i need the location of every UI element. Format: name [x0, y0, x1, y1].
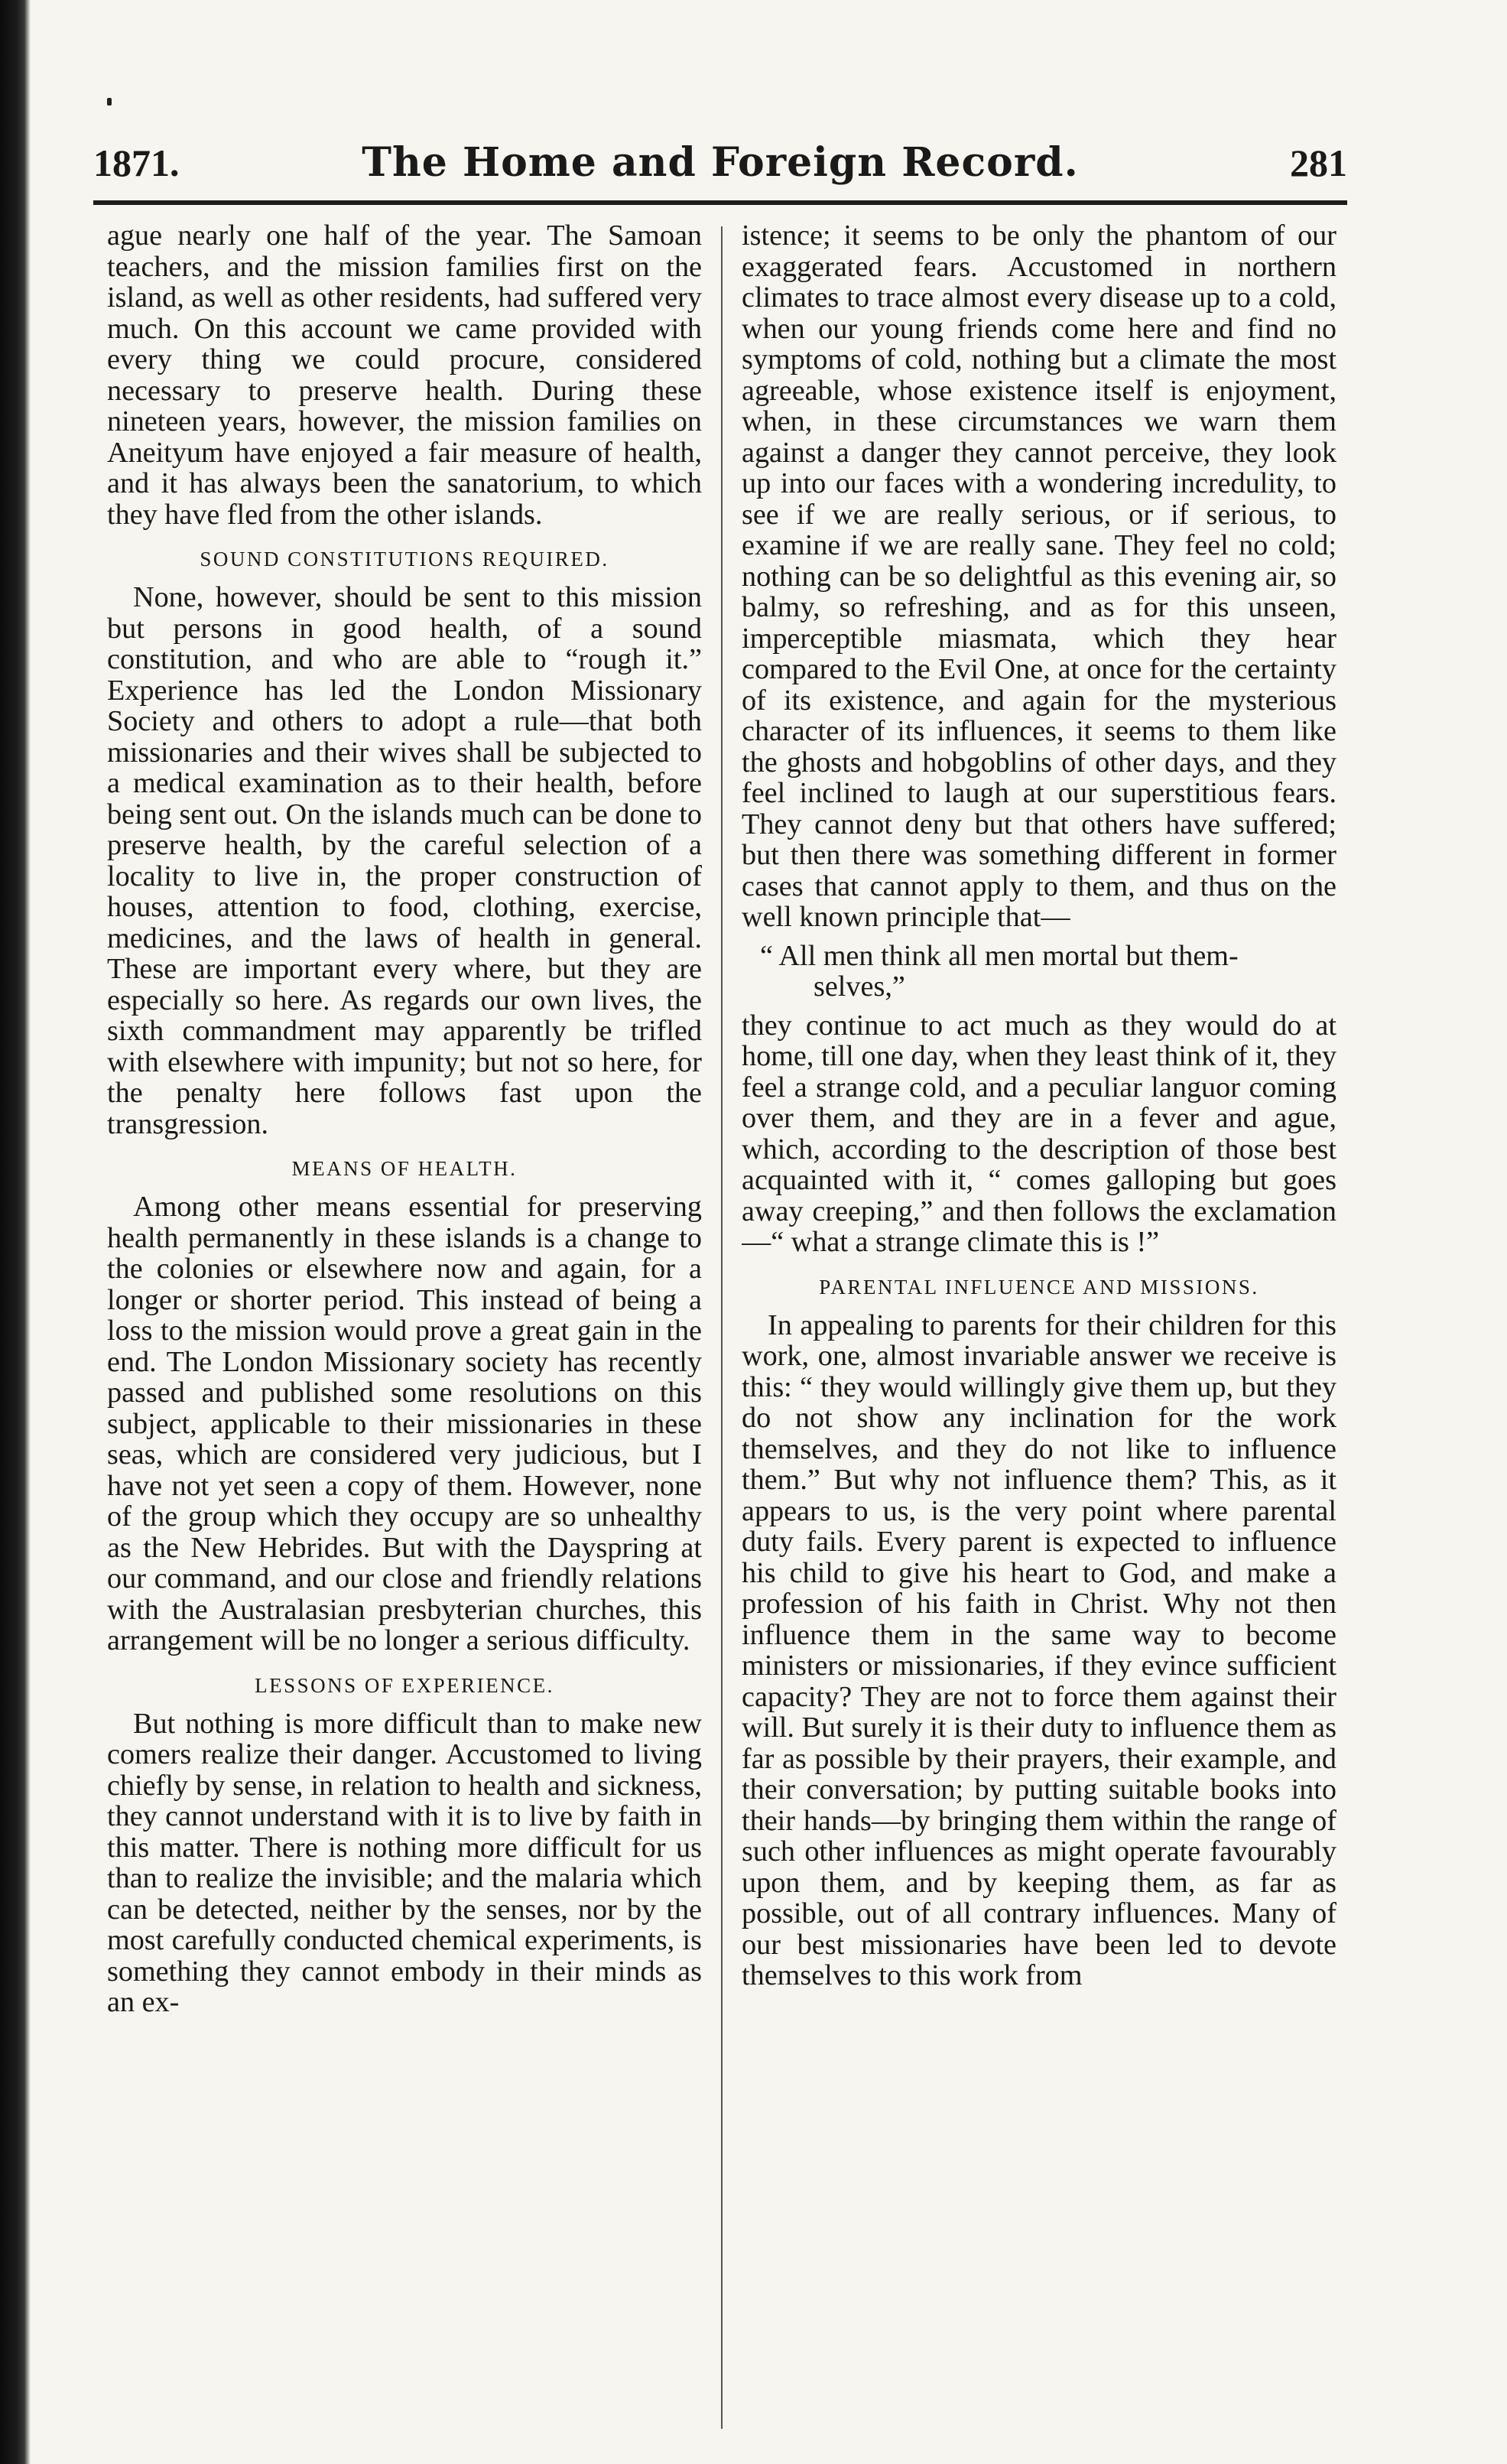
left-column [107, 220, 702, 2438]
paragraph: None, however, should be sent to this mission but persons in good health, of a sound constitution, and who are able to “rough it.” Experience has led the London Missionary Society and others to adopt a rule—that both missionaries and their wives shall be subjected to a medical examination as to their health, before being sent out. On the islands much can be done to preserve health, by the careful selection of a locality to live in, the proper construction of houses, attention to food, clothing, exercise, medicines, and the laws of health in general. These are important every where, but they are especially so here. As regards our own lives, the sixth commandment may apparently be trifled with elsewhere with impunity; but not so here, for the penalty here follows fast upon the transgression. [107, 581, 702, 1140]
quotation-line: selves,” [814, 970, 905, 1003]
paragraph: In appealing to parents for their children for this work, one, almost invariable answer we receive is this: “ they would willingly give them up, but they do not show any inclination for the work themselves, and they do not like to influence them.” But why not influence them? This, as it appears to us, is the very point where parental duty fails. Every parent is expected to influence his child to give his heart to God, and make a profession of his faith in Christ. Why not then influence them in the same way to become ministers or missionaries, if they evince sufficient capacity? They are not to force them against their will. But surely it is their duty to influence them as far as possible by their prayers, their example, and their conversation; by putting suitable books into their hands—by bringing them within the range of such other influences as might operate favourably upon them, and by keeping them, as far as possible, out of all contrary influences. Many of our best missionaries have been led to devote themselves to this work from [742, 1308, 1336, 1991]
header-title: The Home and Foreign Record. [362, 139, 1079, 186]
paragraph: ague nearly one half of the year. The Samoan teachers, and the mission families first on the island, as well as other residents, had suffered very much. On this account we came provided with every thing we could procure, considered necessary to preserve health. During these nineteen years, however, the mission families on Aneityum have enjoyed a fair measure of health, and it has always been the sanatorium, to which they have fled from the other islands. [107, 220, 702, 531]
header-page-number: 281 [1290, 141, 1347, 184]
paragraph: Among other means essential for preserving health permanently in these islands is a change to the colonies or elsewhere now and again, for a longer or shorter period. This instead of being a loss to the mission would prove a great gain in the end. The London Missionary society has recently passed and published some resolutions on this subject, applicable to their missionaries in these seas, which are considered very judicious, but I have not yet seen a copy of them. However, none of the group which they occupy are so unhealthy as the New Hebrides. But with the Dayspring at our command, and our close and friendly relations with the Australasian presbyterian churches, this arrangement will be no longer a serious difficulty. [107, 1191, 702, 1656]
quotation-line: “ All men think all men mortal but them- [760, 939, 1239, 972]
paragraph: they continue to act much as they would do at home, till one day, when they least think of it, they feel a strange cold, and a peculiar languor coming over them, and they are in a fever and ague, which, according to the description of those best acquainted with it, “ comes galloping but goes away creeping,” and then follows the exclamation—“ what a strange climate this is !” [742, 1009, 1336, 1258]
running-header [93, 128, 1347, 197]
section-heading: MEANS OF HEALTH. [291, 1157, 518, 1180]
section-heading: LESSONS OF EXPERIENCE. [255, 1673, 554, 1697]
paragraph: But nothing is more difficult than to make new comers realize their danger. Accustomed to living chiefly by sense, in relation to health and sickness, they cannot understand with it is to live by faith in this matter. There is nothing more difficult for us than to realize the invisible; and the malaria which can be detected, neither by the senses, nor by the most carefully conducted chemical experiments, is something they cannot embody in their minds as an ex- [107, 1707, 702, 2018]
quotation [760, 941, 1336, 1003]
ink-speck [107, 98, 112, 106]
header-year: 1871. [93, 141, 180, 184]
section-heading: SOUND CONSTITUTIONS REQUIRED. [200, 548, 609, 570]
scan-binding-edge [0, 0, 31, 2464]
header-rule [93, 200, 1347, 205]
section-heading: PARENTAL INFLUENCE AND MISSIONS. [819, 1275, 1259, 1299]
right-column [742, 220, 1336, 2438]
paragraph: istence; it seems to be only the phantom of our exaggerated fears. Accustomed in northern climates to trace almost every disease up to a cold, when our young friends come here and find no symptoms of cold, nothing but a climate the most agreeable, whose existence itself is enjoyment, when, in these circumstances we warn them against a danger they cannot perceive, they look up into our faces with a wondering incredulity, to see if we are really serious, or if serious, to examine if we are really sane. They feel no cold; nothing can be so delightful as this evening air, so balmy, so refreshing, and as for this unseen, imperceptible miasmata, which they hear compared to the Evil One, at once for the certainty of its existence, and again for the mysterious character of its influences, it seems to them like the ghosts and hobgoblins of other days, and they feel inclined to laugh at our superstitious fears. They cannot deny but that others have suffered; but then there was something different in former cases that cannot apply to them, and thus on the well known principle that— [742, 220, 1336, 933]
column-divider [721, 226, 723, 2429]
